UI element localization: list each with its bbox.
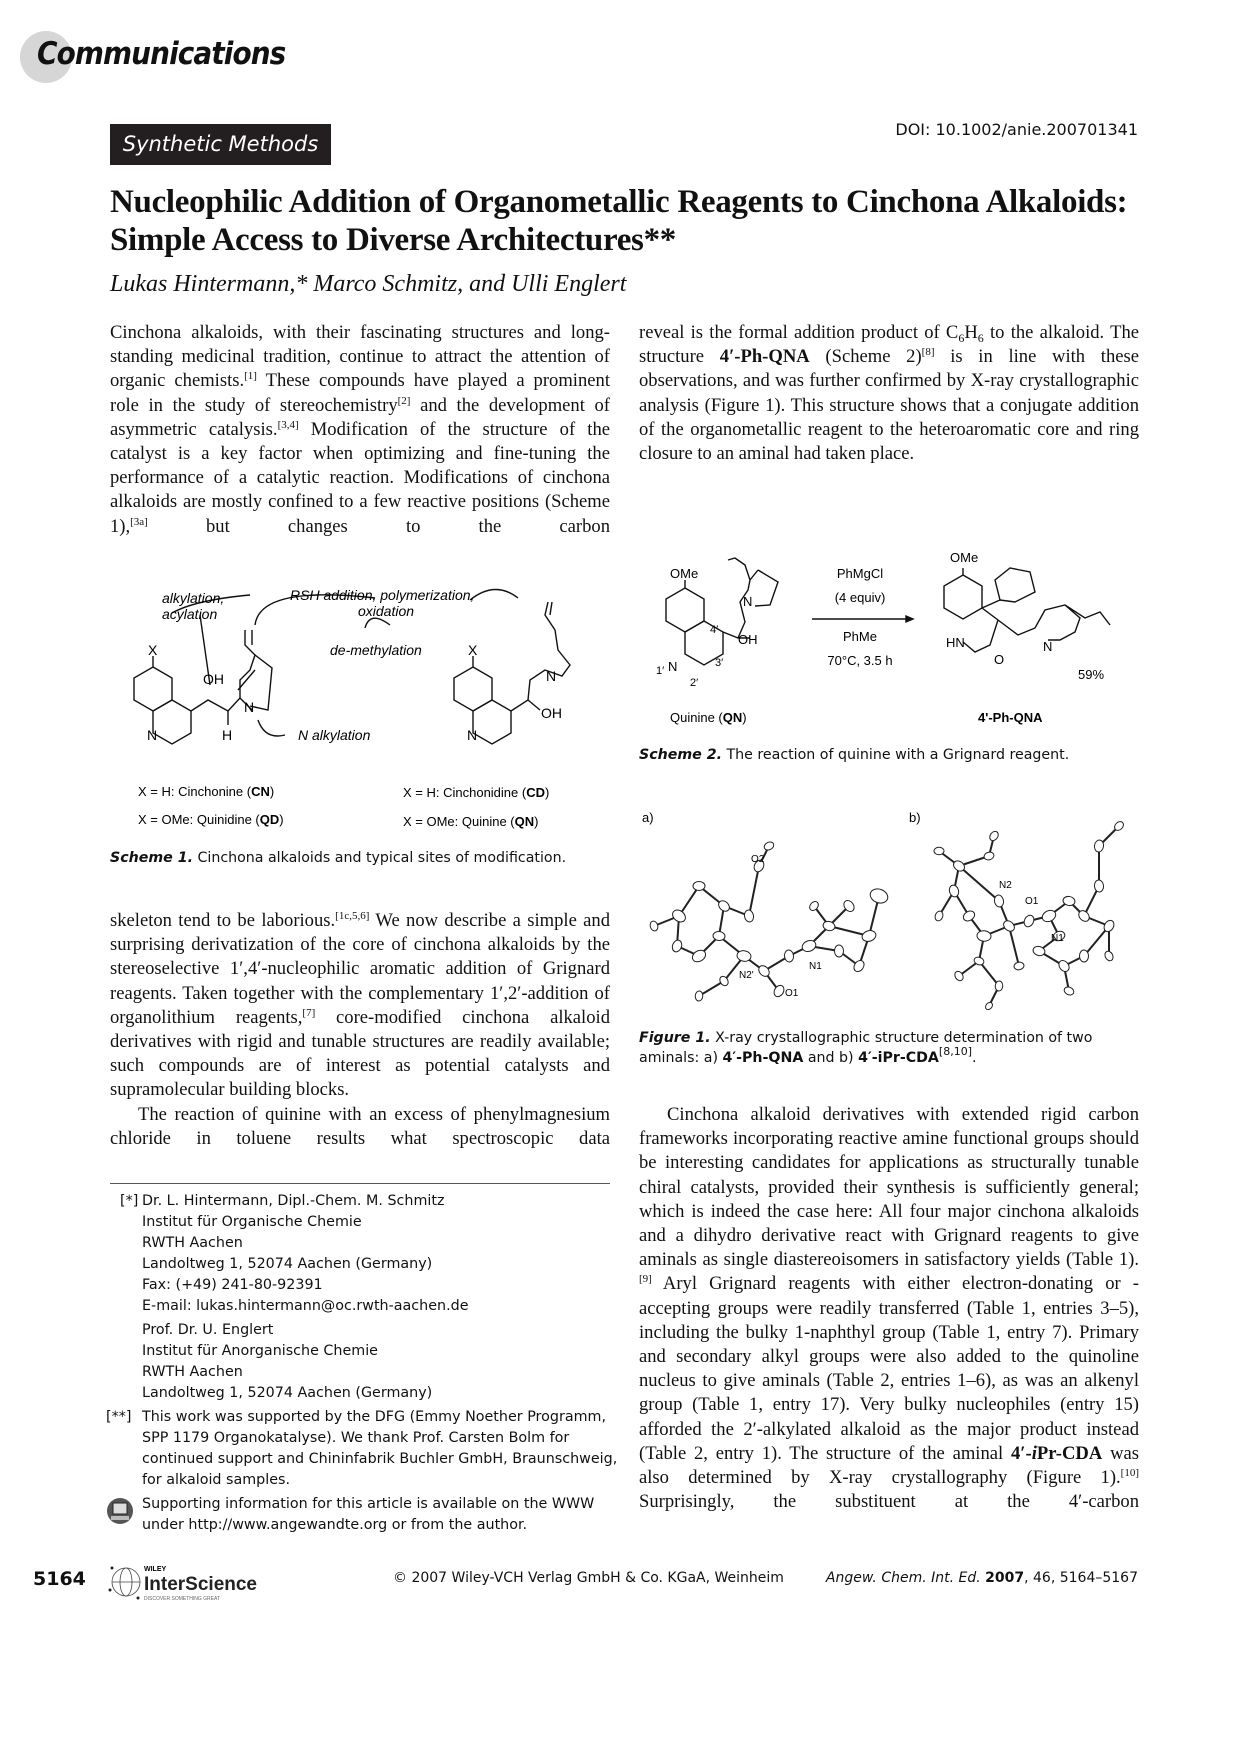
atom-oh: OH (738, 632, 758, 647)
atom-ellipsoid (868, 887, 890, 906)
text-run: 6 (958, 331, 965, 345)
footnote-link[interactable]: under http://www.angewandte.org or from the author. (142, 1517, 528, 1533)
logo-interscience: InterScience (144, 1574, 257, 1595)
atom-label: N1 (809, 961, 822, 972)
benzo-ring-right (454, 667, 492, 711)
atom-oh: OH (541, 705, 562, 721)
figure-1-caption (639, 1028, 1139, 1068)
atom-ellipsoid (670, 908, 688, 925)
atom-label: N2' (739, 970, 754, 981)
atom-n: N (546, 668, 557, 684)
atom-label: O2 (751, 854, 765, 865)
caption-label: Figure 1. (639, 1030, 711, 1046)
caption-label: Scheme 1. (110, 850, 193, 866)
pos-1: 1′ (656, 665, 665, 677)
footnote-acknowledgment (106, 1407, 616, 1491)
label-n-alkylation: N alkylation (298, 727, 371, 743)
text-run: and the development of asymmetric catalysis. (110, 394, 610, 440)
atom-ellipsoid (1094, 880, 1104, 893)
supporting-information-note (106, 1494, 616, 1536)
atom-ellipsoid (977, 930, 992, 942)
section-title: Communications (37, 36, 286, 72)
benzo-ring (134, 667, 172, 711)
atom-n: N (147, 727, 158, 743)
footnote-line: SPP 1179 Organokatalyse). We thank Prof. Carsten Bolm for (142, 1430, 570, 1446)
reagent: PhMgCl (836, 566, 884, 581)
year: 2007 (985, 1570, 1025, 1586)
ortep-structure-a (649, 840, 890, 1001)
label-acylation: acylation (162, 606, 218, 622)
caption-text: Cinchona alkaloids and typical sites of modification. (192, 850, 567, 866)
computer-icon (106, 1496, 134, 1526)
interscience-logo (108, 1560, 278, 1604)
caption-label: Scheme 2. (639, 747, 722, 763)
atom-ellipsoid (693, 882, 705, 891)
legend-cd: X = H: Cinchonidine (CD) (403, 785, 550, 800)
caption-text: and b) (803, 1050, 859, 1066)
atom-label: O1 (785, 988, 799, 999)
atom-ellipsoid (861, 929, 877, 943)
footnote-line: Institut für Organische Chemie (142, 1214, 362, 1230)
atom-x: X (148, 642, 158, 658)
text-run: We now describe a simple and surprising derivatization of the core of cinchona alkaloids by the stereoselective 1′,4′-nucleophilic aromatic addition of Grignard reagents. Taken together with the complementary 1′,2′-addition of organolithium reagents, (110, 910, 611, 1028)
citation-ref[interactable]: [9] (639, 1273, 652, 1286)
atom-label: N2 (999, 880, 1012, 891)
citation: [8,10] (938, 1045, 972, 1058)
text-run: is in line with these observations, and was further confirmed by X-ray crystallographic analysis (Figure 1). This structure shows that a conjugate addition of the organometallic reagent to the heteroaromatic core and ring closure to an aminal had taken place. (639, 346, 1140, 465)
citation (826, 1570, 1138, 1586)
footnote-line: RWTH Aachen (142, 1364, 243, 1380)
text-run: Modification of the structure of the catalyst is a key factor when optimizing and fine-tuning the performance of a catalytic reaction. Modifications of cinchona alkaloids are mostly confined to a few reactive positions (Scheme 1), (110, 418, 611, 537)
footnote-line: Landoltweg 1, 52074 Aachen (Germany) (142, 1385, 433, 1401)
caption-text: The reaction of quinine with a Grignard reagent. (721, 747, 1070, 763)
text-run: The reaction of quinine with an excess of phenylmagnesium chloride in toluene results what spectroscopic data (110, 1103, 610, 1149)
footnote-line: continued support and Chininfabrik Buchler GmbH, Braunschweig, (142, 1451, 618, 1467)
footnote-marker: [**] (106, 1409, 132, 1425)
text-run: 4′- (1010, 1442, 1032, 1464)
text-run: reveal is the formal addition product of C (639, 322, 959, 343)
citation-ref[interactable]: [3a] (130, 515, 148, 528)
ortep-structure-b (934, 820, 1125, 1011)
doi[interactable]: DOI: 10.1002/anie.200701341 (895, 120, 1138, 139)
atom-ellipsoid (852, 959, 866, 974)
left-column-top (110, 321, 610, 539)
atom-label: N1 (1051, 933, 1064, 944)
text-run: H (964, 322, 978, 343)
page-number: 5164 (33, 1568, 86, 1590)
footnote-line: RWTH Aachen (142, 1235, 243, 1251)
paragraph (639, 1103, 1139, 1514)
atom-ellipsoid (995, 981, 1003, 991)
footnote-line: Dr. L. Hintermann, Dipl.-Chem. M. Schmitz (142, 1193, 445, 1209)
text-run: Cinchona alkaloid derivatives with extended rigid carbon frameworks incorporating reactive amine functional groups should be interesting candidates for applications as structurally tunable chiral catalysts, provided their synthesis is sufficiently general; which is indeed the case here: All four major cinchona alkaloids and a dihydro derivative react with Grignard reagents to give aminals as single diastereoisomers in satisfactory yields (Table 1). (639, 1104, 1139, 1271)
atom-ellipsoid (695, 991, 703, 1001)
atom-ellipsoid (934, 847, 944, 855)
copyright: © 2007 Wiley-VCH Verlag GmbH & Co. KGaA, Weinheim (393, 1570, 784, 1586)
text-run: but changes to the carbon (147, 515, 610, 537)
citation-ref[interactable]: [1] (244, 370, 257, 383)
figure-1 (639, 806, 1139, 1036)
text-run: to the alkaloid. The structure (639, 322, 1139, 368)
text-run: skeleton tend to be laborious. (110, 910, 336, 931)
atom-h: H (222, 727, 233, 743)
footnote-line: This work was supported by the DFG (Emmy Noether Programm, (142, 1409, 606, 1425)
topic-badge: Synthetic Methods (110, 124, 331, 165)
atom-ellipsoid (1022, 914, 1035, 929)
footnote-line: Prof. Dr. U. Englert (142, 1322, 274, 1338)
atom-ellipsoid (984, 1001, 994, 1011)
article-title: Nucleophilic Addition of Organometallic Reagents to Cinchona Alkaloids: Simple Access to Diverse Architectures** (110, 184, 1128, 258)
paragraph (110, 909, 610, 1103)
panel-b-label: b) (909, 810, 921, 825)
benzo-ring (666, 588, 704, 632)
panel-a-label: a) (642, 810, 654, 825)
legend-qn: X = OMe: Quinine (QN) (403, 814, 539, 829)
pyridine-ring-right (473, 700, 511, 744)
bond (959, 866, 999, 901)
text-run: 6 (977, 331, 984, 345)
scheme-1-caption (110, 848, 566, 868)
bond (1009, 926, 1019, 966)
atom-ome: OMe (670, 566, 699, 581)
scheme-2-caption (639, 745, 1069, 765)
compound-name: 4′-iPr-CDA (858, 1050, 939, 1066)
atom-ellipsoid (834, 945, 843, 957)
atom-ellipsoid (649, 920, 659, 932)
solvent: PhMe (843, 629, 877, 644)
citation-ref[interactable]: [3,4] (277, 418, 299, 431)
pos-2: 2′ (690, 677, 699, 689)
citation-ref[interactable]: [1c,5,6] (335, 910, 370, 922)
volume-pages: , 46, 5164–5167 (1024, 1570, 1138, 1586)
atom-ellipsoid (948, 884, 960, 898)
yield: 59% (1078, 667, 1105, 682)
text-run: Aryl Grignard reagents with either electron-donating or -accepting groups were readily transferred (Table 1, entries 3–5), including the bulky 1-naphthyl group (Table 1, entry 7). Primary and secondary alkyl groups were also added to the quinoline nucleus to give aminals (Table 2, entries 1–6), as was an alkenyl group (Table 1, entry 17). Very bulky nucleophiles (entry 15) afforded the 2′-alkylated alkaloid as the major product instead (Table 2, entry 1). The structure of the aminal (639, 1273, 1139, 1464)
footnotes (106, 1191, 616, 1536)
atom-ellipsoid (1079, 950, 1088, 962)
scheme-2 (630, 540, 1150, 740)
legend-cn: X = H: Cinchonine (CN) (138, 784, 275, 799)
atom-ellipsoid (757, 964, 772, 979)
text-run: core-modified cinchona alkaloid derivatives with rigid and tunable structures are readily available; such compounds are of interest as potential catalysts and supramolecular building blocks. (110, 1006, 610, 1101)
footnote-line: Landoltweg 1, 52074 Aachen (Germany) (142, 1256, 433, 1272)
bond (749, 866, 759, 916)
text-run: 4′-Ph-QNA (719, 346, 810, 368)
citation-ref[interactable]: [8] (921, 346, 935, 359)
caption-text: X-ray crystallographic structure determination of two aminals: a) (639, 1030, 1093, 1066)
text-run: i (1031, 1442, 1037, 1464)
atom-ellipsoid (1057, 959, 1071, 974)
atom-ellipsoid (983, 851, 995, 861)
conditions: 70°C, 3.5 h (827, 653, 893, 668)
atom-ellipsoid (934, 910, 945, 922)
article-authors: Lukas Hintermann,* Marco Schmitz, and Ulli Englert (110, 271, 627, 297)
footnote-line: Institut für Anorganische Chemie (142, 1343, 378, 1359)
pos-3: 3′ (715, 657, 724, 669)
product-benzo-ring (944, 575, 982, 619)
journal-name: Angew. Chem. Int. Ed. (825, 1570, 981, 1586)
label-demethylation: de-methylation (330, 642, 422, 658)
atom-ellipsoid (1063, 985, 1075, 996)
atom-ellipsoid (1103, 950, 1114, 962)
atom-n: N (244, 699, 255, 715)
atom-hn: HN (946, 635, 965, 650)
atom-x: X (468, 642, 478, 658)
atom-n: N (467, 727, 478, 743)
text-run: These compounds have played a prominent role in the study of stereochemistry (110, 370, 610, 416)
atom-ellipsoid (1013, 961, 1024, 970)
text-run: Surprisingly, the substituent at the 4′-carbon (639, 1491, 1139, 1513)
text-run: Cinchona alkaloids, with their fascinating structures and long-standing medicinal tradition, continue to attract the attention of organic chemists. (110, 322, 610, 392)
compound-name: 4′-Ph-QNA (722, 1050, 804, 1066)
left-column-bottom (110, 909, 610, 1151)
atom-ellipsoid (962, 909, 977, 923)
scheme-1 (100, 570, 620, 840)
atom-ellipsoid (1002, 919, 1017, 934)
atom-label: O1 (1025, 896, 1039, 907)
paragraph (110, 1103, 610, 1151)
logo-tagline: DISCOVER SOMETHING GREAT (144, 1596, 221, 1602)
start-label: Quinine (QN) (670, 710, 747, 725)
email-link[interactable]: E-mail: lukas.hintermann@oc.rwth-aachen.de (142, 1298, 469, 1314)
atom-n: N (743, 594, 753, 609)
atom-ellipsoid (763, 840, 775, 851)
equivalents: (4 equiv) (834, 590, 886, 605)
text-run: was also determined by X-ray crystallography (Figure 1). (639, 1442, 1139, 1489)
label-rsh: RSH addition, polymerization, (290, 587, 475, 603)
atom-ellipsoid (743, 909, 754, 922)
label-oxidation: oxidation (358, 603, 415, 619)
atom-oh: OH (203, 671, 224, 687)
atom-ellipsoid (988, 830, 1000, 842)
pos-4: 4′ (710, 624, 719, 636)
footnote-marker: [*] (120, 1193, 139, 1209)
footnote-line: for alkaloid samples. (142, 1472, 291, 1488)
atom-o: O (994, 652, 1005, 667)
text-run: Pr-CDA (1036, 1442, 1103, 1464)
atom-n: N (668, 659, 678, 674)
atom-ellipsoid (1094, 839, 1105, 852)
atom-ellipsoid (784, 950, 794, 963)
footnote-line: Fax: (+49) 241-80-92391 (142, 1277, 323, 1293)
footnote-rule (110, 1183, 610, 1184)
atom-ellipsoid (953, 970, 965, 982)
right-column-top (639, 321, 1139, 466)
text-run: (Scheme 2) (809, 346, 922, 368)
citation-ref[interactable]: [2] (397, 394, 411, 407)
product-label: 4'-Ph-QNA (978, 710, 1043, 725)
caption-text: . (972, 1050, 977, 1066)
paragraph (110, 321, 610, 539)
pyridine-ring (153, 700, 191, 744)
legend-qd: X = OMe: Quinidine (QD) (138, 812, 284, 827)
paragraph (639, 321, 1139, 466)
label-alkylation: alkylation, (162, 590, 225, 606)
atom-ome: OMe (950, 550, 979, 565)
atom-n: N (1043, 639, 1053, 654)
footnote-affiliation (106, 1191, 616, 1404)
atom-ellipsoid (671, 939, 684, 953)
footnote-line: Supporting information for this article is available on the WWW (142, 1496, 595, 1512)
citation-ref[interactable]: [7] (302, 1006, 316, 1019)
logo-wiley: WILEY (144, 1566, 167, 1573)
citation-ref[interactable]: [10] (1120, 1467, 1139, 1480)
right-column-bottom (639, 1103, 1139, 1514)
